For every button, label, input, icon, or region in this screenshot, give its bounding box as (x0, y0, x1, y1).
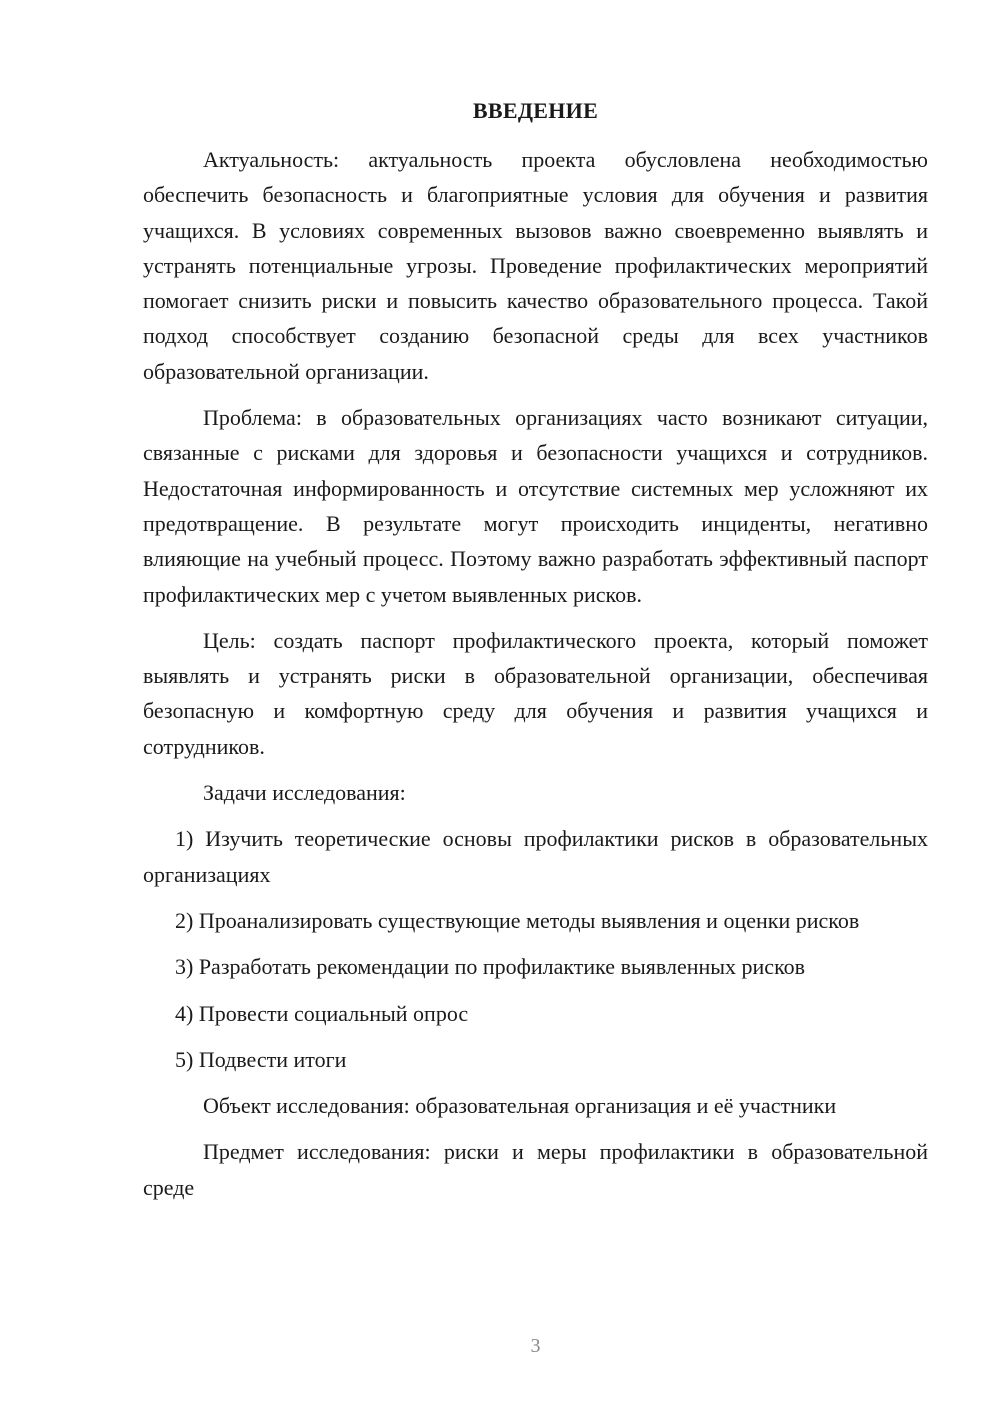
document-page (143, 0, 928, 1414)
task-item: 2) Проанализировать существующие методы выявления и оценки рисков (175, 907, 860, 933)
task-item: 3) Разработать рекомендации по профилактике выявленных рисков (175, 954, 806, 980)
task-item: 5) Подвести итоги (175, 1046, 347, 1072)
paragraph-subject: Предмет исследования: риски и меры профилактики в образовательной среде (143, 1139, 928, 1200)
paragraph-object: Объект исследования: образовательная организация и её участники (203, 1093, 837, 1119)
task-item: 1) Изучить теоретические основы профилактики рисков в образовательных организациях (143, 826, 928, 887)
tasks-heading: Задачи исследования: (203, 780, 406, 806)
task-item: 4) Провести социальный опрос (175, 1000, 469, 1026)
paragraph-goal: Цель: создать паспорт профилактического проекта, который поможет выявлять и устранять риски в образовательной организации, обеспечивая безопасную и комфортную среду для обучения и развития учащихся и сотрудников. (143, 627, 928, 759)
page-title: ВВЕДЕНИЕ (472, 98, 599, 123)
paragraph-problem: Проблема: в образовательных организациях часто возникают ситуации, связанные с рисками для здоровья и безопасности учащихся и сотрудников. Недостаточная информированность и отсутствие системных мер усложняют их предотвращение. В результате могут происходить инциденты, негативно влияющие на учебный процесс. Поэтому важно разработать эффективный паспорт профилактических мер с учетом выявленных рисков. (143, 405, 928, 607)
paragraph-relevance: Актуальность: актуальность проекта обусловлена необходимостью обеспечить безопасность и благоприятные условия для обучения и развития учащихся. В условиях современных вызовов важно своевременно выявлять и устранять потенциальные угрозы. Проведение профилактических мероприятий помогает снизить риски и повысить качество образовательного процесса. Такой подход способствует созданию безопасной среды для всех участников образовательной организации. (143, 147, 928, 384)
page-number: 3 (530, 1335, 541, 1357)
body-text (143, 142, 928, 1205)
